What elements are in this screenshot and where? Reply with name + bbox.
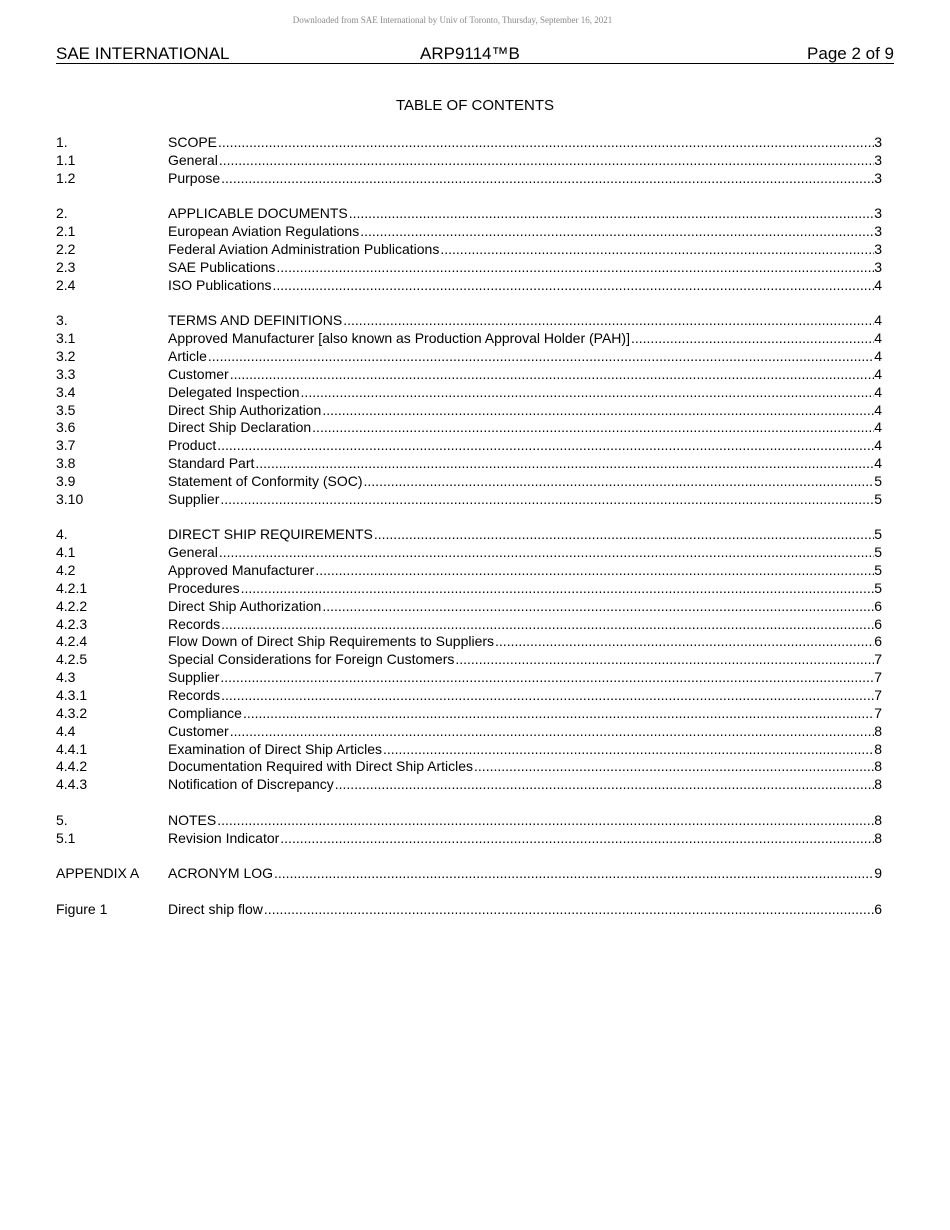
toc-entry-number: 4.4.3 (56, 776, 88, 793)
toc-entry-line (168, 669, 882, 687)
toc-entry-number: Figure 1 (56, 901, 108, 917)
toc-entry-number: 4. (56, 526, 68, 543)
toc-entry[interactable] (56, 437, 882, 455)
toc-entry-title: Approved Manufacturer (168, 562, 315, 579)
toc-entry-line (168, 580, 882, 598)
toc-entry-line (168, 598, 882, 616)
toc-dot-leader (264, 901, 874, 919)
toc-entry-page: 3 (874, 134, 882, 150)
toc-entry-page: 7 (874, 704, 882, 721)
toc-entry-title: Product (168, 437, 217, 454)
toc-entry-title: Special Considerations for Foreign Customers (168, 651, 455, 668)
toc-group (56, 526, 882, 794)
toc-entry-line (168, 491, 882, 509)
toc-entry-title: Documentation Required with Direct Ship Articles (168, 758, 474, 775)
toc-entry-page: 8 (874, 740, 882, 757)
toc-entry[interactable] (56, 598, 882, 616)
toc-entry-number: 2.2 (56, 241, 76, 258)
toc-entry-line (168, 616, 882, 634)
toc-entry-line (168, 205, 882, 223)
toc-entry-line (168, 526, 882, 544)
toc-entry-number: 3.9 (56, 472, 76, 489)
toc-entry-line (168, 901, 882, 919)
toc-title: TABLE OF CONTENTS (395, 97, 555, 114)
toc-entry-line (168, 830, 882, 848)
toc-dot-leader (364, 473, 875, 491)
toc-entry-line (168, 473, 882, 491)
toc-entry[interactable] (56, 170, 882, 188)
toc-entry-line (168, 741, 882, 759)
toc-entry-page: 4 (874, 401, 882, 418)
header-organization: SAE INTERNATIONAL (56, 44, 230, 63)
toc-entry-number: 4.3.2 (56, 704, 88, 721)
toc-entry-page: 8 (874, 811, 882, 828)
toc-entry-line (168, 330, 882, 348)
toc-entry-line (168, 705, 882, 723)
header-document-number: ARP9114™B (420, 44, 520, 63)
toc-entry[interactable] (56, 705, 882, 723)
toc-entry[interactable] (56, 312, 882, 330)
toc-dot-leader (221, 687, 874, 705)
toc-entry[interactable] (56, 277, 882, 295)
toc-entry-number: 3. (56, 312, 68, 329)
toc-entry-line (168, 384, 882, 402)
toc-entry-title: European Aviation Regulations (168, 223, 360, 240)
toc-dot-leader (335, 776, 874, 794)
toc-entry-title: Standard Part (168, 455, 255, 472)
toc-dot-leader (322, 402, 874, 420)
toc-entry-line (168, 348, 882, 366)
toc-dot-leader (221, 170, 874, 188)
toc-entry-title: Direct ship flow (168, 901, 263, 917)
toc-entry-title: Customer (168, 365, 229, 382)
toc-entry-line (168, 419, 882, 437)
toc-entry[interactable] (56, 830, 882, 848)
toc-entry-page: 9 (874, 865, 882, 882)
toc-entry-line (168, 312, 882, 330)
toc-entry-line (168, 544, 882, 562)
toc-entry-number: 2.4 (56, 276, 76, 293)
toc-group (56, 205, 882, 294)
toc-group (56, 865, 882, 883)
toc-entry-number: APPENDIX A (56, 865, 140, 882)
toc-group (56, 312, 882, 508)
toc-entry-number: 4.3.1 (56, 687, 88, 704)
toc-entry-number: 4.2.1 (56, 579, 88, 596)
toc-entry-title: Procedures (168, 579, 240, 596)
toc-entry[interactable] (56, 223, 882, 241)
toc-entry-number: 5. (56, 811, 68, 828)
toc-dot-leader (474, 758, 874, 776)
toc-entry[interactable] (56, 384, 882, 402)
toc-entry[interactable] (56, 544, 882, 562)
toc-entry-number: 4.3 (56, 669, 76, 686)
toc-entry-number: 4.4.1 (56, 740, 88, 757)
toc-dot-leader (360, 223, 874, 241)
toc-dot-leader (495, 633, 874, 651)
toc-entry-page: 7 (874, 651, 882, 668)
header-page-number: Page 2 of 9 (807, 44, 894, 63)
toc-entry-line (168, 562, 882, 580)
toc-entry-page: 5 (874, 490, 882, 507)
toc-entry[interactable] (56, 562, 882, 580)
toc-entry-title: Federal Aviation Administration Publications (168, 241, 440, 258)
toc-entry-title: ISO Publications (168, 276, 272, 293)
toc-entry-page: 3 (874, 151, 882, 168)
toc-dot-leader (220, 491, 874, 509)
toc-entry[interactable] (56, 205, 882, 223)
toc-entry-title: APPLICABLE DOCUMENTS (168, 205, 348, 222)
toc-entry-number: 4.2.5 (56, 651, 88, 668)
toc-entry-line (168, 776, 882, 794)
toc-entry-title: Customer (168, 722, 229, 739)
toc-dot-leader (280, 830, 874, 848)
toc-entry-title: Purpose (168, 169, 221, 186)
toc-entry-page: 5 (874, 526, 882, 543)
toc-entry-line (168, 455, 882, 473)
toc-entry-title: Supplier (168, 669, 220, 686)
toc-entry-line (168, 152, 882, 170)
toc-entry-page: 3 (874, 258, 882, 275)
toc-dot-leader (230, 366, 875, 384)
toc-entry-number: 4.4 (56, 722, 76, 739)
toc-group (56, 812, 882, 848)
toc-entry-title: Notification of Discrepancy (168, 776, 334, 793)
toc-entry-line (168, 366, 882, 384)
toc-entry-number: 4.2.4 (56, 633, 88, 650)
download-watermark: Downloaded from SAE International by Univ of Toronto, Thursday, September 16, 2021 (292, 15, 613, 25)
toc-entry-page: 7 (874, 669, 882, 686)
toc-entry-line (168, 241, 882, 259)
toc-entry-title: Approved Manufacturer [also known as Production Approval Holder (PAH)] (168, 330, 630, 347)
toc-entry-page: 4 (874, 365, 882, 382)
toc-entry-title: TERMS AND DEFINITIONS (168, 312, 343, 329)
toc-entry[interactable] (56, 616, 882, 634)
toc-entry-title: General (168, 151, 218, 168)
toc-entry-number: 3.4 (56, 383, 76, 400)
toc-entry[interactable] (56, 741, 882, 759)
toc-entry-page: 4 (874, 383, 882, 400)
toc-dot-leader (273, 277, 875, 295)
toc-entry-number: 3.5 (56, 401, 76, 418)
toc-entry-title: Statement of Conformity (SOC) (168, 472, 363, 489)
toc-entry[interactable] (56, 491, 882, 509)
toc-dot-leader (276, 259, 874, 277)
toc-entry[interactable] (56, 366, 882, 384)
toc-entry[interactable] (56, 687, 882, 705)
toc-entry[interactable] (56, 419, 882, 437)
toc-entry-page: 4 (874, 437, 882, 454)
toc-entry-number: 4.2.3 (56, 615, 88, 632)
toc-entry-page: 8 (874, 758, 882, 775)
toc-entry-page: 5 (874, 472, 882, 489)
toc-entry-page: 6 (874, 901, 882, 917)
toc-entry-title: Records (168, 687, 221, 704)
toc-dot-leader (440, 241, 874, 259)
toc-entry[interactable] (56, 669, 882, 687)
toc-entry-title: Delegated Inspection (168, 383, 300, 400)
toc-entry-title: SAE Publications (168, 258, 276, 275)
toc-entry-number: 3.10 (56, 490, 84, 507)
toc-entry-title: Direct Ship Authorization (168, 401, 322, 418)
toc-entry-line (168, 812, 882, 830)
toc-entry-page: 6 (874, 597, 882, 614)
toc-entry-line (168, 277, 882, 295)
toc-entry-title: Compliance (168, 704, 242, 721)
toc-entry[interactable] (56, 348, 882, 366)
toc-entry-page: 3 (874, 169, 882, 186)
toc-dot-leader (217, 437, 874, 455)
toc-dot-leader (374, 526, 874, 544)
toc-entry-page: 4 (874, 348, 882, 365)
toc-entry-number: 3.1 (56, 330, 76, 347)
toc-entry-title: Supplier (168, 490, 220, 507)
toc-entry-number: 2. (56, 205, 68, 222)
toc-entry-page: 4 (874, 455, 882, 472)
toc-entry[interactable] (56, 901, 882, 919)
toc-dot-leader (218, 134, 874, 152)
toc-entry-page: 4 (874, 312, 882, 329)
toc-entry-number: 4.1 (56, 544, 76, 561)
toc-entry-line (168, 259, 882, 277)
toc-entry-number: 4.2 (56, 562, 76, 579)
toc-entry-number: 1. (56, 134, 68, 150)
toc-entry-page: 3 (874, 241, 882, 258)
toc-entry[interactable] (56, 330, 882, 348)
toc-group (56, 134, 882, 188)
toc-entry-line (168, 170, 882, 188)
toc-entry-title: Direct Ship Declaration (168, 419, 312, 436)
toc-entry-page: 8 (874, 776, 882, 793)
toc-entry[interactable] (56, 134, 882, 152)
toc-entry[interactable] (56, 455, 882, 473)
toc-entry-title: Examination of Direct Ship Articles (168, 740, 382, 757)
toc-entry-line (168, 723, 882, 741)
toc-entry[interactable] (56, 865, 882, 883)
toc-entry[interactable] (56, 723, 882, 741)
toc-dot-leader (455, 651, 874, 669)
toc-entry[interactable] (56, 758, 882, 776)
toc-entry-page: 4 (874, 276, 882, 293)
toc-dot-leader (383, 741, 874, 759)
toc-entry-page: 6 (874, 615, 882, 632)
toc-entry-line (168, 865, 882, 883)
toc-entry-title: Flow Down of Direct Ship Requirements to Suppliers (168, 633, 495, 650)
toc-dot-leader (322, 598, 874, 616)
toc-entry[interactable] (56, 402, 882, 420)
toc-entry[interactable] (56, 526, 882, 544)
toc-entry[interactable] (56, 651, 882, 669)
toc-entry-page: 4 (874, 330, 882, 347)
toc-dot-leader (301, 384, 875, 402)
toc-dot-leader (219, 544, 874, 562)
toc-entry-line (168, 651, 882, 669)
toc-entry-page: 8 (874, 722, 882, 739)
toc-dot-leader (631, 330, 874, 348)
toc-entry-number: 3.3 (56, 365, 76, 382)
toc-entry-line (168, 134, 882, 152)
toc-dot-leader (217, 812, 874, 830)
toc-entry[interactable] (56, 241, 882, 259)
toc-entry-page: 7 (874, 687, 882, 704)
toc-entry[interactable] (56, 152, 882, 170)
toc-entry-page: 3 (874, 205, 882, 222)
toc-entry-number: 3.6 (56, 419, 76, 436)
toc-entry-line (168, 687, 882, 705)
toc-entry-number: 4.4.2 (56, 758, 88, 775)
toc-entry-title: Records (168, 615, 221, 632)
toc-entry-number: 3.7 (56, 437, 76, 454)
toc-dot-leader (241, 580, 875, 598)
toc-entry-page: 5 (874, 544, 882, 561)
toc-entry[interactable] (56, 812, 882, 830)
toc-entry-number: 3.2 (56, 348, 76, 365)
toc-dot-leader (243, 705, 874, 723)
toc-entry-page: 3 (874, 223, 882, 240)
toc-dot-leader (221, 616, 874, 634)
toc-entry-number: 4.2.2 (56, 597, 88, 614)
toc-entry-page: 6 (874, 633, 882, 650)
toc-entry-number: 1.1 (56, 151, 76, 168)
toc-entry-title: SCOPE (168, 134, 218, 150)
toc-entry-line (168, 437, 882, 455)
toc-entry-page: 5 (874, 579, 882, 596)
toc-dot-leader (220, 669, 874, 687)
toc-dot-leader (274, 865, 874, 883)
toc-entry-title: General (168, 544, 218, 561)
toc-entry-line (168, 402, 882, 420)
toc-group (56, 901, 882, 919)
toc-entry-line (168, 758, 882, 776)
toc-entry-title: Direct Ship Authorization (168, 597, 322, 614)
toc-entry-number: 5.1 (56, 829, 76, 846)
toc-entry-page: 4 (874, 419, 882, 436)
toc-dot-leader (208, 348, 874, 366)
toc-dot-leader (230, 723, 875, 741)
toc-dot-leader (349, 205, 874, 223)
toc-dot-leader (255, 455, 874, 473)
toc-dot-leader (312, 419, 874, 437)
toc-dot-leader (343, 312, 874, 330)
toc-entry-line (168, 633, 882, 651)
toc-entry-title: ACRONYM LOG (168, 865, 274, 882)
toc-entry-number: 3.8 (56, 455, 76, 472)
toc-entry[interactable] (56, 776, 882, 794)
toc-dot-leader (219, 152, 874, 170)
toc-entry-page: 8 (874, 829, 882, 846)
toc-entry-number: 2.1 (56, 223, 76, 240)
toc-entry-number: 1.2 (56, 169, 76, 186)
toc-entry[interactable] (56, 473, 882, 491)
toc-dot-leader (315, 562, 874, 580)
table-of-contents (56, 134, 882, 937)
toc-entry[interactable] (56, 580, 882, 598)
toc-entry[interactable] (56, 633, 882, 651)
toc-entry[interactable] (56, 259, 882, 277)
toc-entry-number: 2.3 (56, 258, 76, 275)
toc-entry-page: 5 (874, 562, 882, 579)
toc-entry-title: Article (168, 348, 207, 365)
toc-entry-title: Revision Indicator (168, 829, 280, 846)
toc-entry-title: NOTES (168, 811, 217, 828)
toc-entry-line (168, 223, 882, 241)
page-header (56, 44, 894, 64)
toc-entry-title: DIRECT SHIP REQUIREMENTS (168, 526, 373, 543)
